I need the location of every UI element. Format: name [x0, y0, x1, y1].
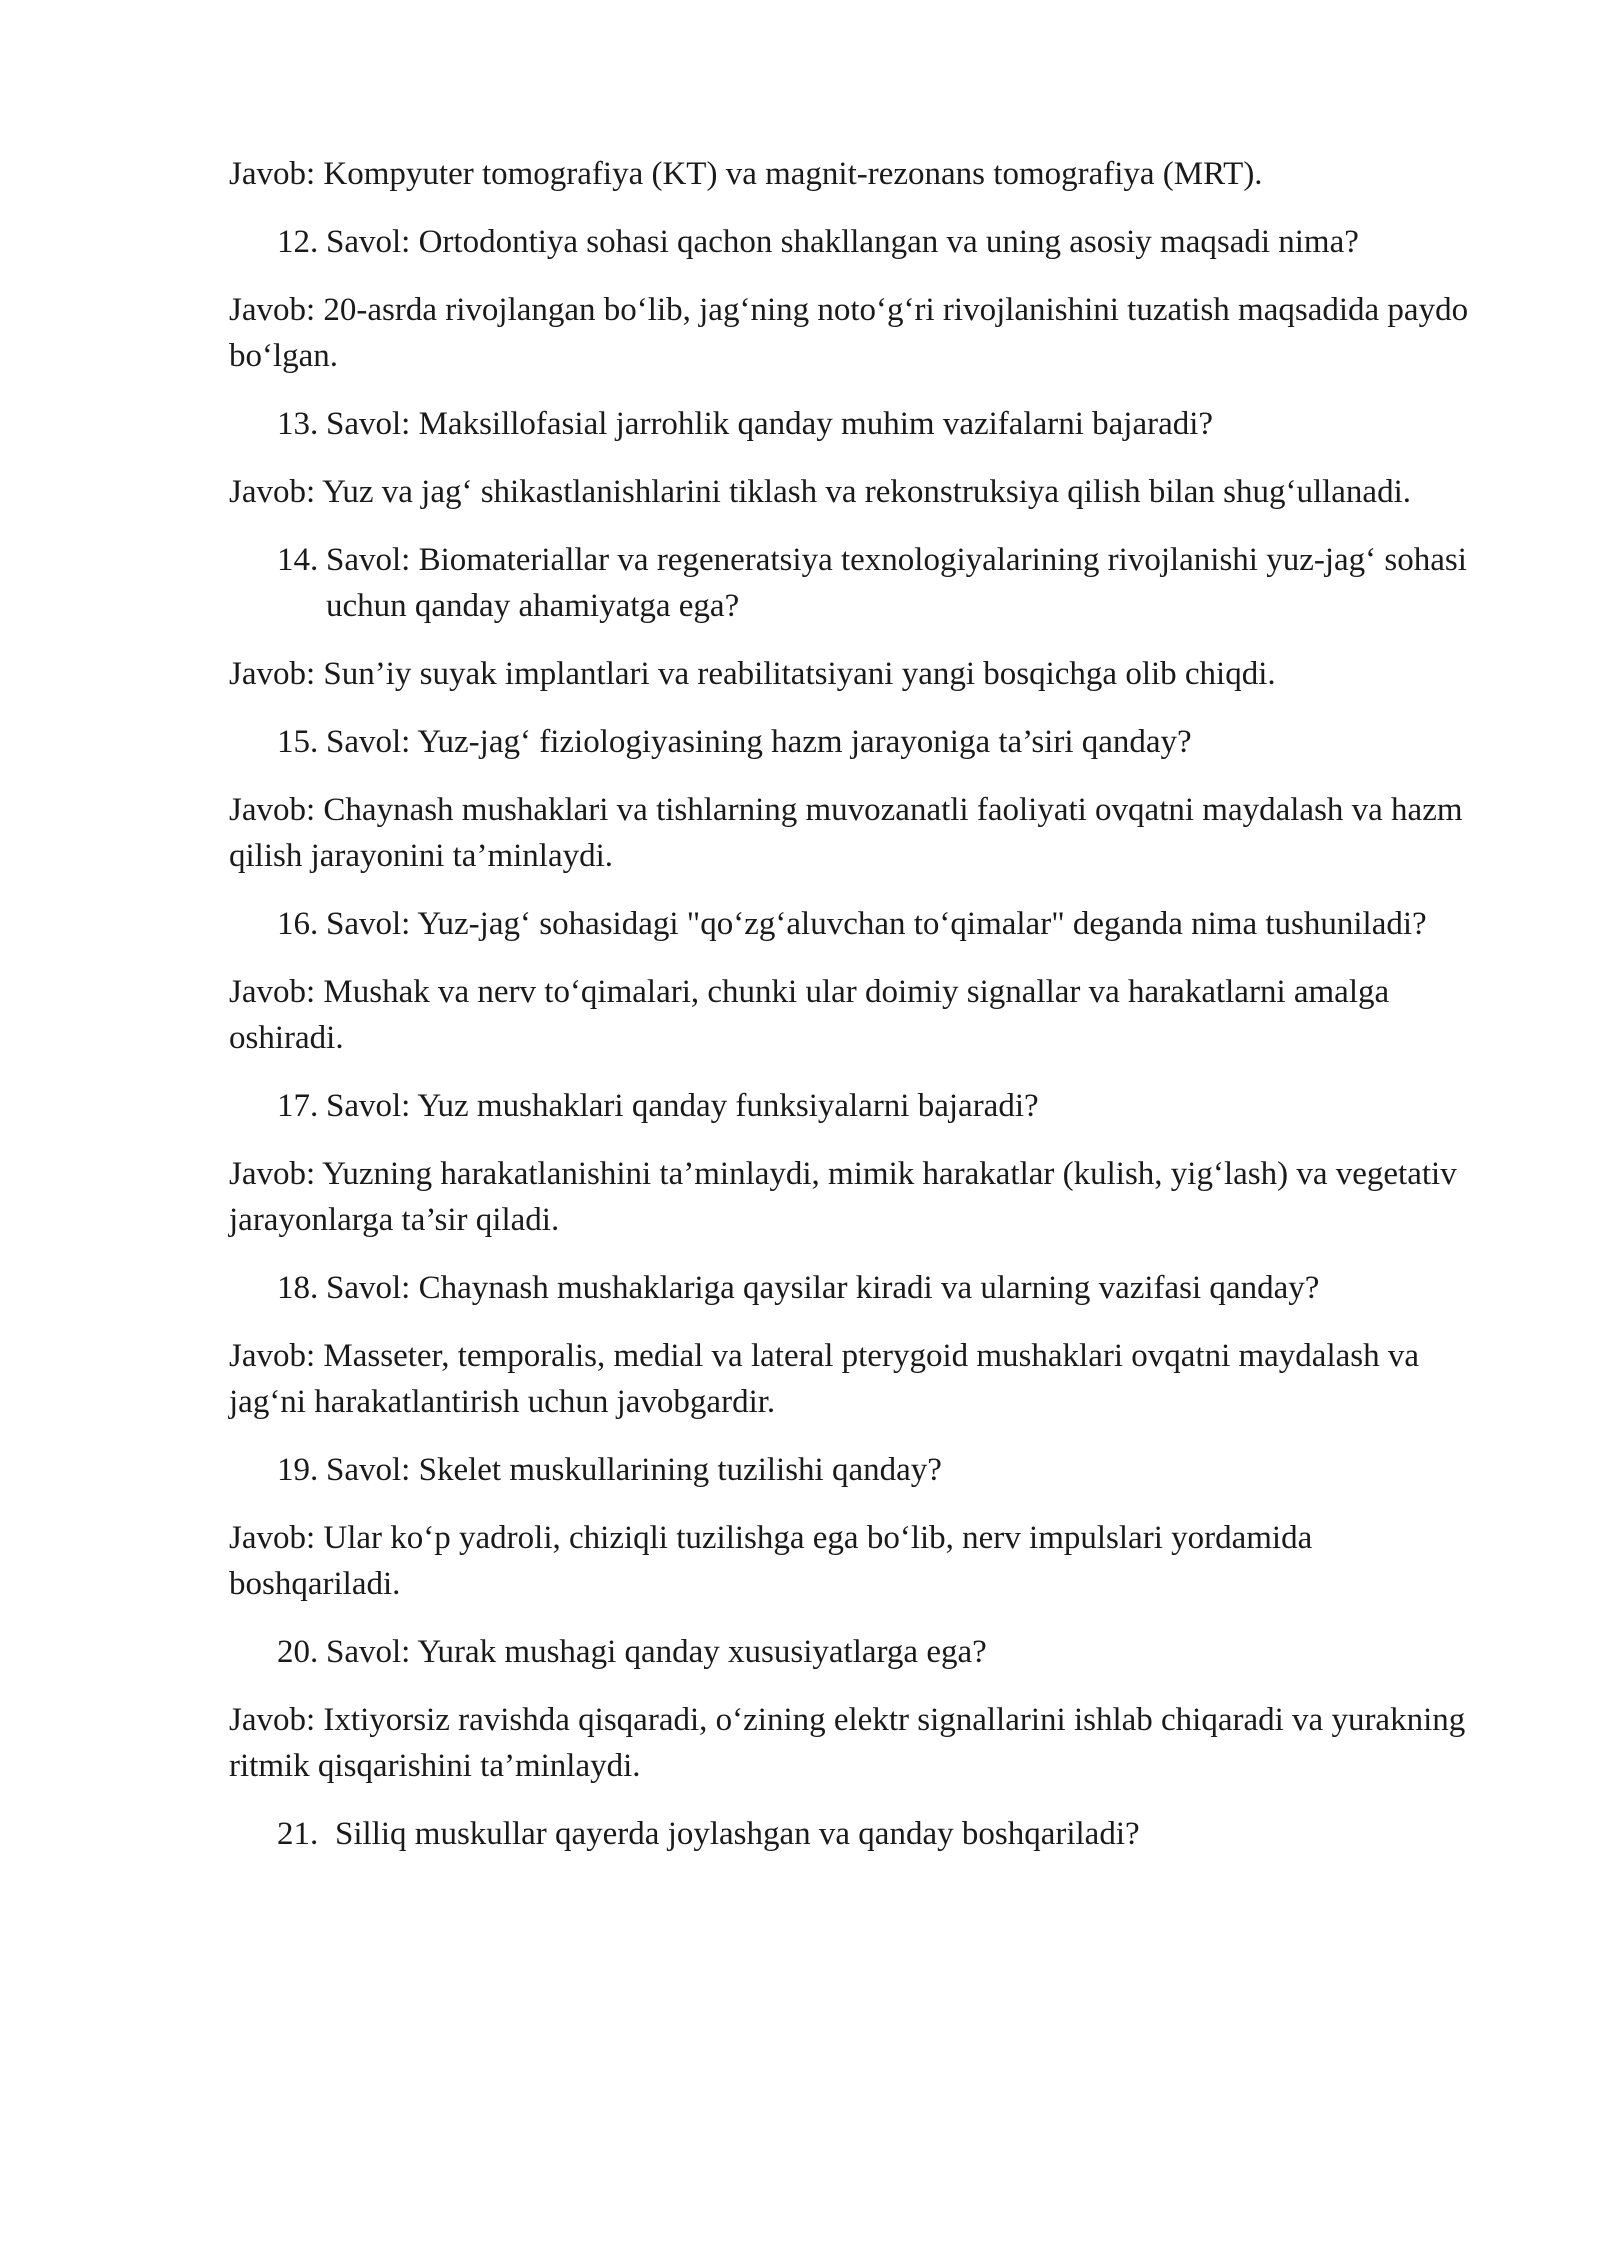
question-number: 20. — [277, 1634, 319, 1670]
question-text: Savol: Yuz-jag‘ sohasidagi "qo‘zg‘aluvchan to‘qimalar" deganda nima tushuniladi? — [326, 906, 1427, 942]
question-item — [229, 901, 1479, 947]
question-number: 16. — [277, 906, 319, 942]
question-text: Savol: Ortodontiya sohasi qachon shakllangan va uning asosiy maqsadi nima? — [326, 224, 1359, 260]
question-item — [229, 1629, 1479, 1675]
question-item — [229, 1083, 1479, 1129]
answer-paragraph: Javob: Ixtiyorsiz ravishda qisqaradi, o‘zining elektr signallarini ishlab chiqaradi va yurakning ritmik qisqarishini ta’minlaydi. — [229, 1702, 1466, 1784]
question-number: 15. — [277, 724, 319, 760]
qa-list — [229, 151, 1479, 1879]
question-number: 12. — [277, 224, 319, 260]
question-text: Savol: Maksillofasial jarrohlik qanday muhim vazifalarni bajaradi? — [326, 406, 1214, 442]
question-text: Savol: Yurak mushagi qanday xususiyatlarga ega? — [326, 1634, 987, 1670]
question-number: 21. — [277, 1816, 319, 1852]
question-number: 14. — [277, 542, 319, 578]
question-item — [229, 219, 1479, 265]
question-item — [229, 1265, 1479, 1311]
question-number: 13. — [277, 406, 319, 442]
answer-paragraph: Javob: Sun’iy suyak implantlari va reabilitatsiyani yangi bosqichga olib chiqdi. — [229, 656, 1276, 692]
question-item — [229, 1447, 1479, 1493]
question-text: Savol: Yuz mushaklari qanday funksiyalarni bajaradi? — [326, 1088, 1039, 1124]
question-text: Savol: Biomateriallar va regeneratsiya texnologiyalarining rivojlanishi yuz-jag‘ sohasi uchun qanday ahamiyatga ega? — [326, 542, 1467, 624]
question-text: Savol: Yuz-jag‘ fiziologiyasining hazm jarayoniga ta’siri qanday? — [326, 724, 1192, 760]
question-number: 18. — [277, 1270, 319, 1306]
question-number: 17. — [277, 1088, 319, 1124]
question-item — [229, 1811, 1479, 1857]
question-item — [229, 719, 1479, 765]
answer-paragraph: Javob: Chaynash mushaklari va tishlarning muvozanatli faoliyati ovqatni maydalash va hazm qilish jarayonini ta’minlaydi. — [229, 792, 1463, 874]
answer-paragraph: Javob: Ular ko‘p yadroli, chiziqli tuzilishga ega bo‘lib, nerv impulslari yordamida boshqariladi. — [229, 1520, 1313, 1602]
question-text: Silliq muskullar qayerda joylashgan va qanday boshqariladi? — [335, 1816, 1140, 1852]
answer-paragraph: Javob: Kompyuter tomografiya (KT) va magnit-rezonans tomografiya (MRT). — [229, 156, 1263, 192]
question-text: Savol: Chaynash mushaklariga qaysilar kiradi va ularning vazifasi qanday? — [326, 1270, 1320, 1306]
answer-paragraph: Javob: 20-asrda rivojlangan bo‘lib, jag‘ning noto‘g‘ri rivojlanishini tuzatish maqsadida paydo bo‘lgan. — [229, 292, 1469, 374]
question-text: Savol: Skelet muskullarining tuzilishi qanday? — [326, 1452, 942, 1488]
question-item — [229, 401, 1479, 447]
answer-paragraph: Javob: Yuz va jag‘ shikastlanishlarini tiklash va rekonstruksiya qilish bilan shug‘ullanadi. — [229, 474, 1411, 510]
answer-paragraph: Javob: Mushak va nerv to‘qimalari, chunki ular doimiy signallar va harakatlarni amalga oshiradi. — [229, 974, 1390, 1056]
answer-paragraph: Javob: Masseter, temporalis, medial va lateral pterygoid mushaklari ovqatni maydalash va jag‘ni harakatlantirish uchun javobgardir. — [229, 1338, 1419, 1420]
answer-paragraph: Javob: Yuzning harakatlanishini ta’minlaydi, mimik harakatlar (kulish, yig‘lash) va vegetativ jarayonlarga ta’sir qiladi. — [229, 1156, 1457, 1238]
question-item — [229, 537, 1479, 629]
question-number: 19. — [277, 1452, 319, 1488]
